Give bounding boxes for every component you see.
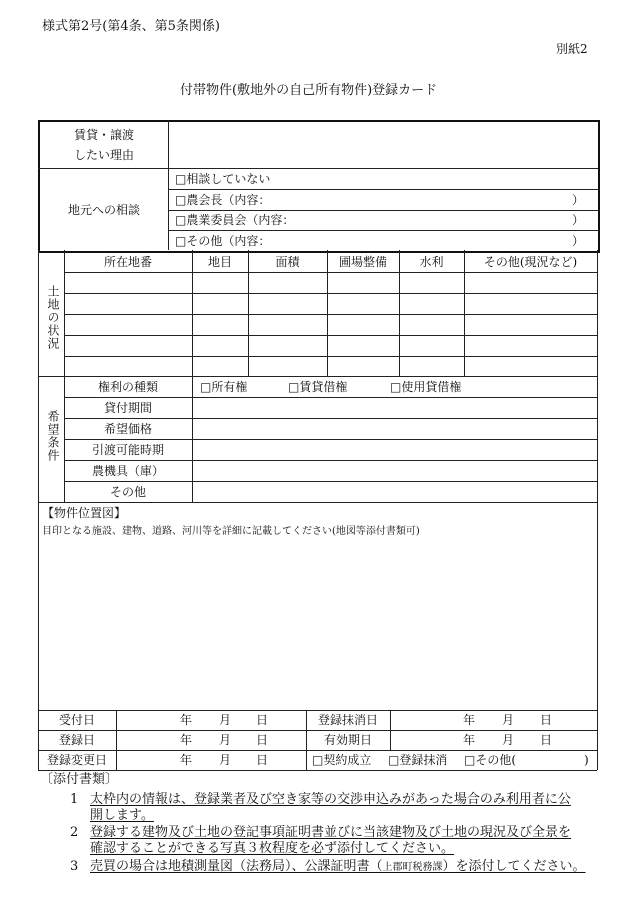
status-option-other[interactable]: □その他( (464, 753, 517, 767)
attachment-num-2: 2 (70, 825, 79, 840)
attachment-1-line1: 太枠内の情報は、登録業者及び空き家等の交渉申込みがあった場合のみ利用者に公 (90, 792, 571, 807)
consult-label: 地元への相談 (67, 203, 140, 217)
attachment-number: 別紙2 (556, 42, 588, 56)
consult-close-2: ） (572, 213, 585, 227)
page-title: 付帯物件(敷地外の自己所有物件)登録カード (180, 83, 438, 98)
date-day: 日 (256, 753, 269, 767)
attachments-heading: 〔添付書類〕 (40, 772, 119, 787)
date-day: 日 (256, 733, 269, 747)
date-year: 年 (180, 753, 193, 767)
location-heading: 【物件位置図】 (42, 506, 127, 520)
date-year: 年 (463, 733, 476, 747)
reg-label-registered: 登録日 (58, 733, 95, 747)
date-month: 月 (219, 753, 232, 767)
wish-label-period: 貸付期間 (103, 401, 152, 415)
reason-label-line2: したい理由 (73, 148, 134, 162)
location-map-area[interactable] (40, 545, 596, 707)
attachment-1-line2: 開します。 (90, 808, 154, 823)
land-col-lot: 所在地番 (103, 255, 152, 269)
land-col-field-maintenance: 圃場整備 (338, 255, 387, 269)
land-col-other: その他(現況など) (483, 255, 578, 269)
attachment-3-line (90, 860, 586, 873)
reg-label-deleted: 登録抹消日 (317, 713, 378, 727)
reg-label-expiry: 有効期日 (323, 733, 372, 747)
land-col-category: 地目 (207, 255, 232, 269)
date-year: 年 (463, 713, 476, 727)
consult-option-committee[interactable]: □農業委員会（内容： (175, 213, 295, 227)
rights-option-ownership[interactable]: □所有権 (200, 380, 248, 394)
date-month: 月 (219, 713, 232, 727)
reg-label-changed: 登録変更日 (46, 753, 107, 767)
status-close: ) (584, 753, 589, 767)
rights-option-lease[interactable]: □賃貸借権 (288, 380, 348, 394)
reason-label-line1: 賃貸・譲渡 (73, 128, 134, 142)
consult-option-none[interactable]: □相談していない (175, 172, 271, 186)
attachment-num-3: 3 (70, 859, 79, 874)
wish-label-machinery: 農機具（庫） (91, 464, 164, 478)
wish-label-other: その他 (109, 485, 146, 499)
consult-close-1: ） (572, 193, 585, 207)
wish-label-rights: 権利の種類 (97, 380, 158, 394)
attachment-3-office: 上郡町税務課 (382, 862, 443, 873)
date-month: 月 (502, 733, 515, 747)
status-option-deleted[interactable]: □登録抹消 (388, 753, 448, 767)
attachment-3-part-c: ）を添付してください。 (442, 859, 586, 874)
consult-close-3: ） (572, 234, 585, 248)
wish-label-price: 希望価格 (103, 422, 152, 436)
wish-label-handover: 引渡可能時期 (91, 443, 164, 457)
date-year: 年 (180, 733, 193, 747)
rights-option-loan[interactable]: □使用貸借権 (390, 380, 462, 394)
date-month: 月 (219, 733, 232, 747)
date-day: 日 (540, 733, 553, 747)
wish-side-label: 希望条件 (46, 410, 60, 462)
consult-option-other[interactable]: □その他（内容： (175, 234, 271, 248)
land-side-label: 土地の状況 (46, 285, 60, 350)
reg-label-received: 受付日 (58, 713, 95, 727)
date-year: 年 (180, 713, 193, 727)
attachment-2-line1: 登録する建物及び土地の登記事項証明書並びに当該建物及び土地の現況及び全景を (90, 825, 572, 840)
date-day: 日 (256, 713, 269, 727)
date-day: 日 (540, 713, 553, 727)
attachment-2-line2: 確認することができる写真３枚程度を必ず添付してください。 (90, 841, 455, 856)
land-col-area: 面積 (275, 255, 300, 269)
reason-field[interactable] (172, 124, 592, 164)
attachment-3-part-a: 売買の場合は地積測量図（法務局）、公課証明書（ (90, 859, 383, 874)
location-note: 目印となる施設、建物、道路、河川等を詳細に記載してください(地図等添付書類可) (42, 526, 420, 537)
land-col-water: 水利 (419, 255, 444, 269)
form-reference: 様式第2号(第4条、第5条関係) (42, 19, 220, 34)
attachment-num-1: 1 (70, 792, 79, 807)
consult-option-farm-head[interactable]: □農会長（内容： (175, 193, 271, 207)
date-month: 月 (502, 713, 515, 727)
status-option-contract[interactable]: □契約成立 (312, 753, 372, 767)
